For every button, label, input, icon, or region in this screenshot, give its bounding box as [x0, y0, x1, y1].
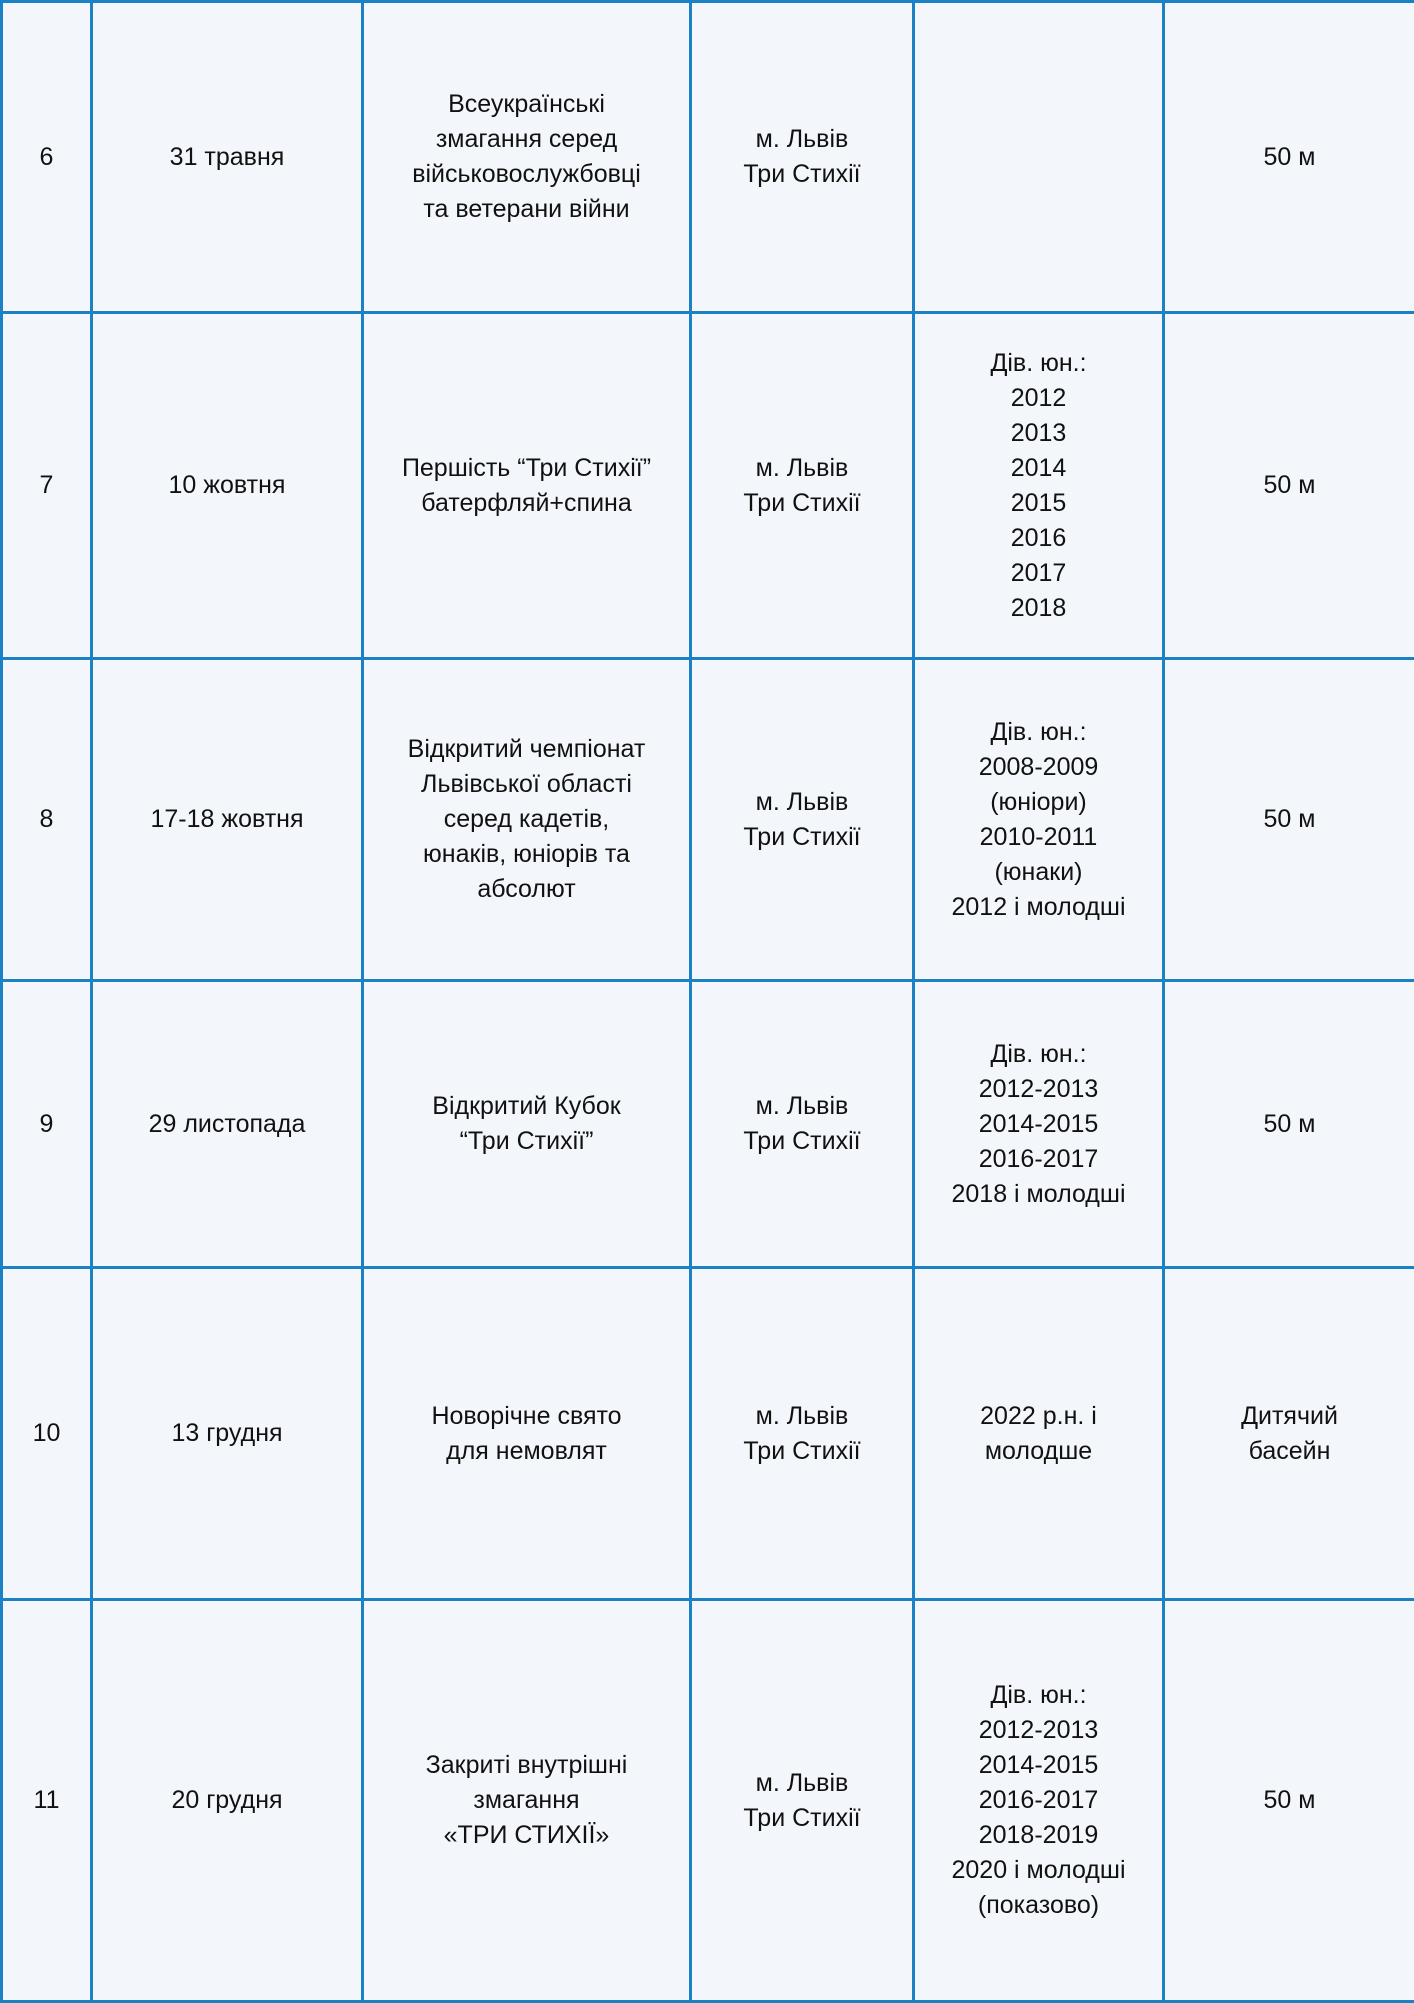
row-number-cell: 11: [2, 1600, 92, 2002]
age-group-cell: Дів. юн.: 2012-2013 2014-2015 2016-2017 2018 і молодші: [914, 981, 1164, 1268]
location-cell: м. Львів Три Стихії: [691, 313, 914, 659]
pool-cell: 50 м: [1164, 313, 1414, 659]
age-group-cell: Дів. юн.: 2012-2013 2014-2015 2016-2017 2018-2019 2020 і молодші (показово): [914, 1600, 1164, 2002]
pool-cell: 50 м: [1164, 2, 1414, 313]
row-number-cell: 6: [2, 2, 92, 313]
event-name-cell: Першість “Три Стихії” батерфляй+спина: [363, 313, 691, 659]
event-name-cell: Новорічне свято для немовлят: [363, 1268, 691, 1600]
location-cell: м. Львів Три Стихії: [691, 1600, 914, 2002]
location-cell: м. Львів Три Стихії: [691, 1268, 914, 1600]
date-cell: 13 грудня: [92, 1268, 363, 1600]
age-group-cell: Дів. юн.: 2012 2013 2014 2015 2016 2017 2018: [914, 313, 1164, 659]
table-row: [2, 313, 1414, 659]
date-cell: 20 грудня: [92, 1600, 363, 2002]
age-group-cell: 2022 р.н. і молодше: [914, 1268, 1164, 1600]
table-row: [2, 1268, 1414, 1600]
table-row: [2, 659, 1414, 981]
pool-cell: 50 м: [1164, 659, 1414, 981]
pool-cell: 50 м: [1164, 1600, 1414, 2002]
age-group-cell: Дів. юн.: 2008-2009 (юніори) 2010-2011 (юнаки) 2012 і молодші: [914, 659, 1164, 981]
table-row: [2, 981, 1414, 1268]
event-name-cell: Відкритий чемпіонат Львівської області серед кадетів, юнаків, юніорів та абсолют: [363, 659, 691, 981]
date-cell: 29 листопада: [92, 981, 363, 1268]
event-name-cell: Закриті внутрішні змагання «ТРИ СТИХІЇ»: [363, 1600, 691, 2002]
table-row: [2, 1600, 1414, 2002]
pool-cell: Дитячий басейн: [1164, 1268, 1414, 1600]
row-number-cell: 9: [2, 981, 92, 1268]
location-cell: м. Львів Три Стихії: [691, 659, 914, 981]
row-number-cell: 8: [2, 659, 92, 981]
date-cell: 17-18 жовтня: [92, 659, 363, 981]
pool-cell: 50 м: [1164, 981, 1414, 1268]
event-name-cell: Всеукраїнські змагання серед військовослужбовці та ветерани війни: [363, 2, 691, 313]
location-cell: м. Львів Три Стихії: [691, 981, 914, 1268]
age-group-cell: [914, 2, 1164, 313]
row-number-cell: 7: [2, 313, 92, 659]
date-cell: 10 жовтня: [92, 313, 363, 659]
table-row: [2, 2, 1414, 313]
event-name-cell: Відкритий Кубок “Три Стихії”: [363, 981, 691, 1268]
location-cell: м. Львів Три Стихії: [691, 2, 914, 313]
row-number-cell: 10: [2, 1268, 92, 1600]
date-cell: 31 травня: [92, 2, 363, 313]
